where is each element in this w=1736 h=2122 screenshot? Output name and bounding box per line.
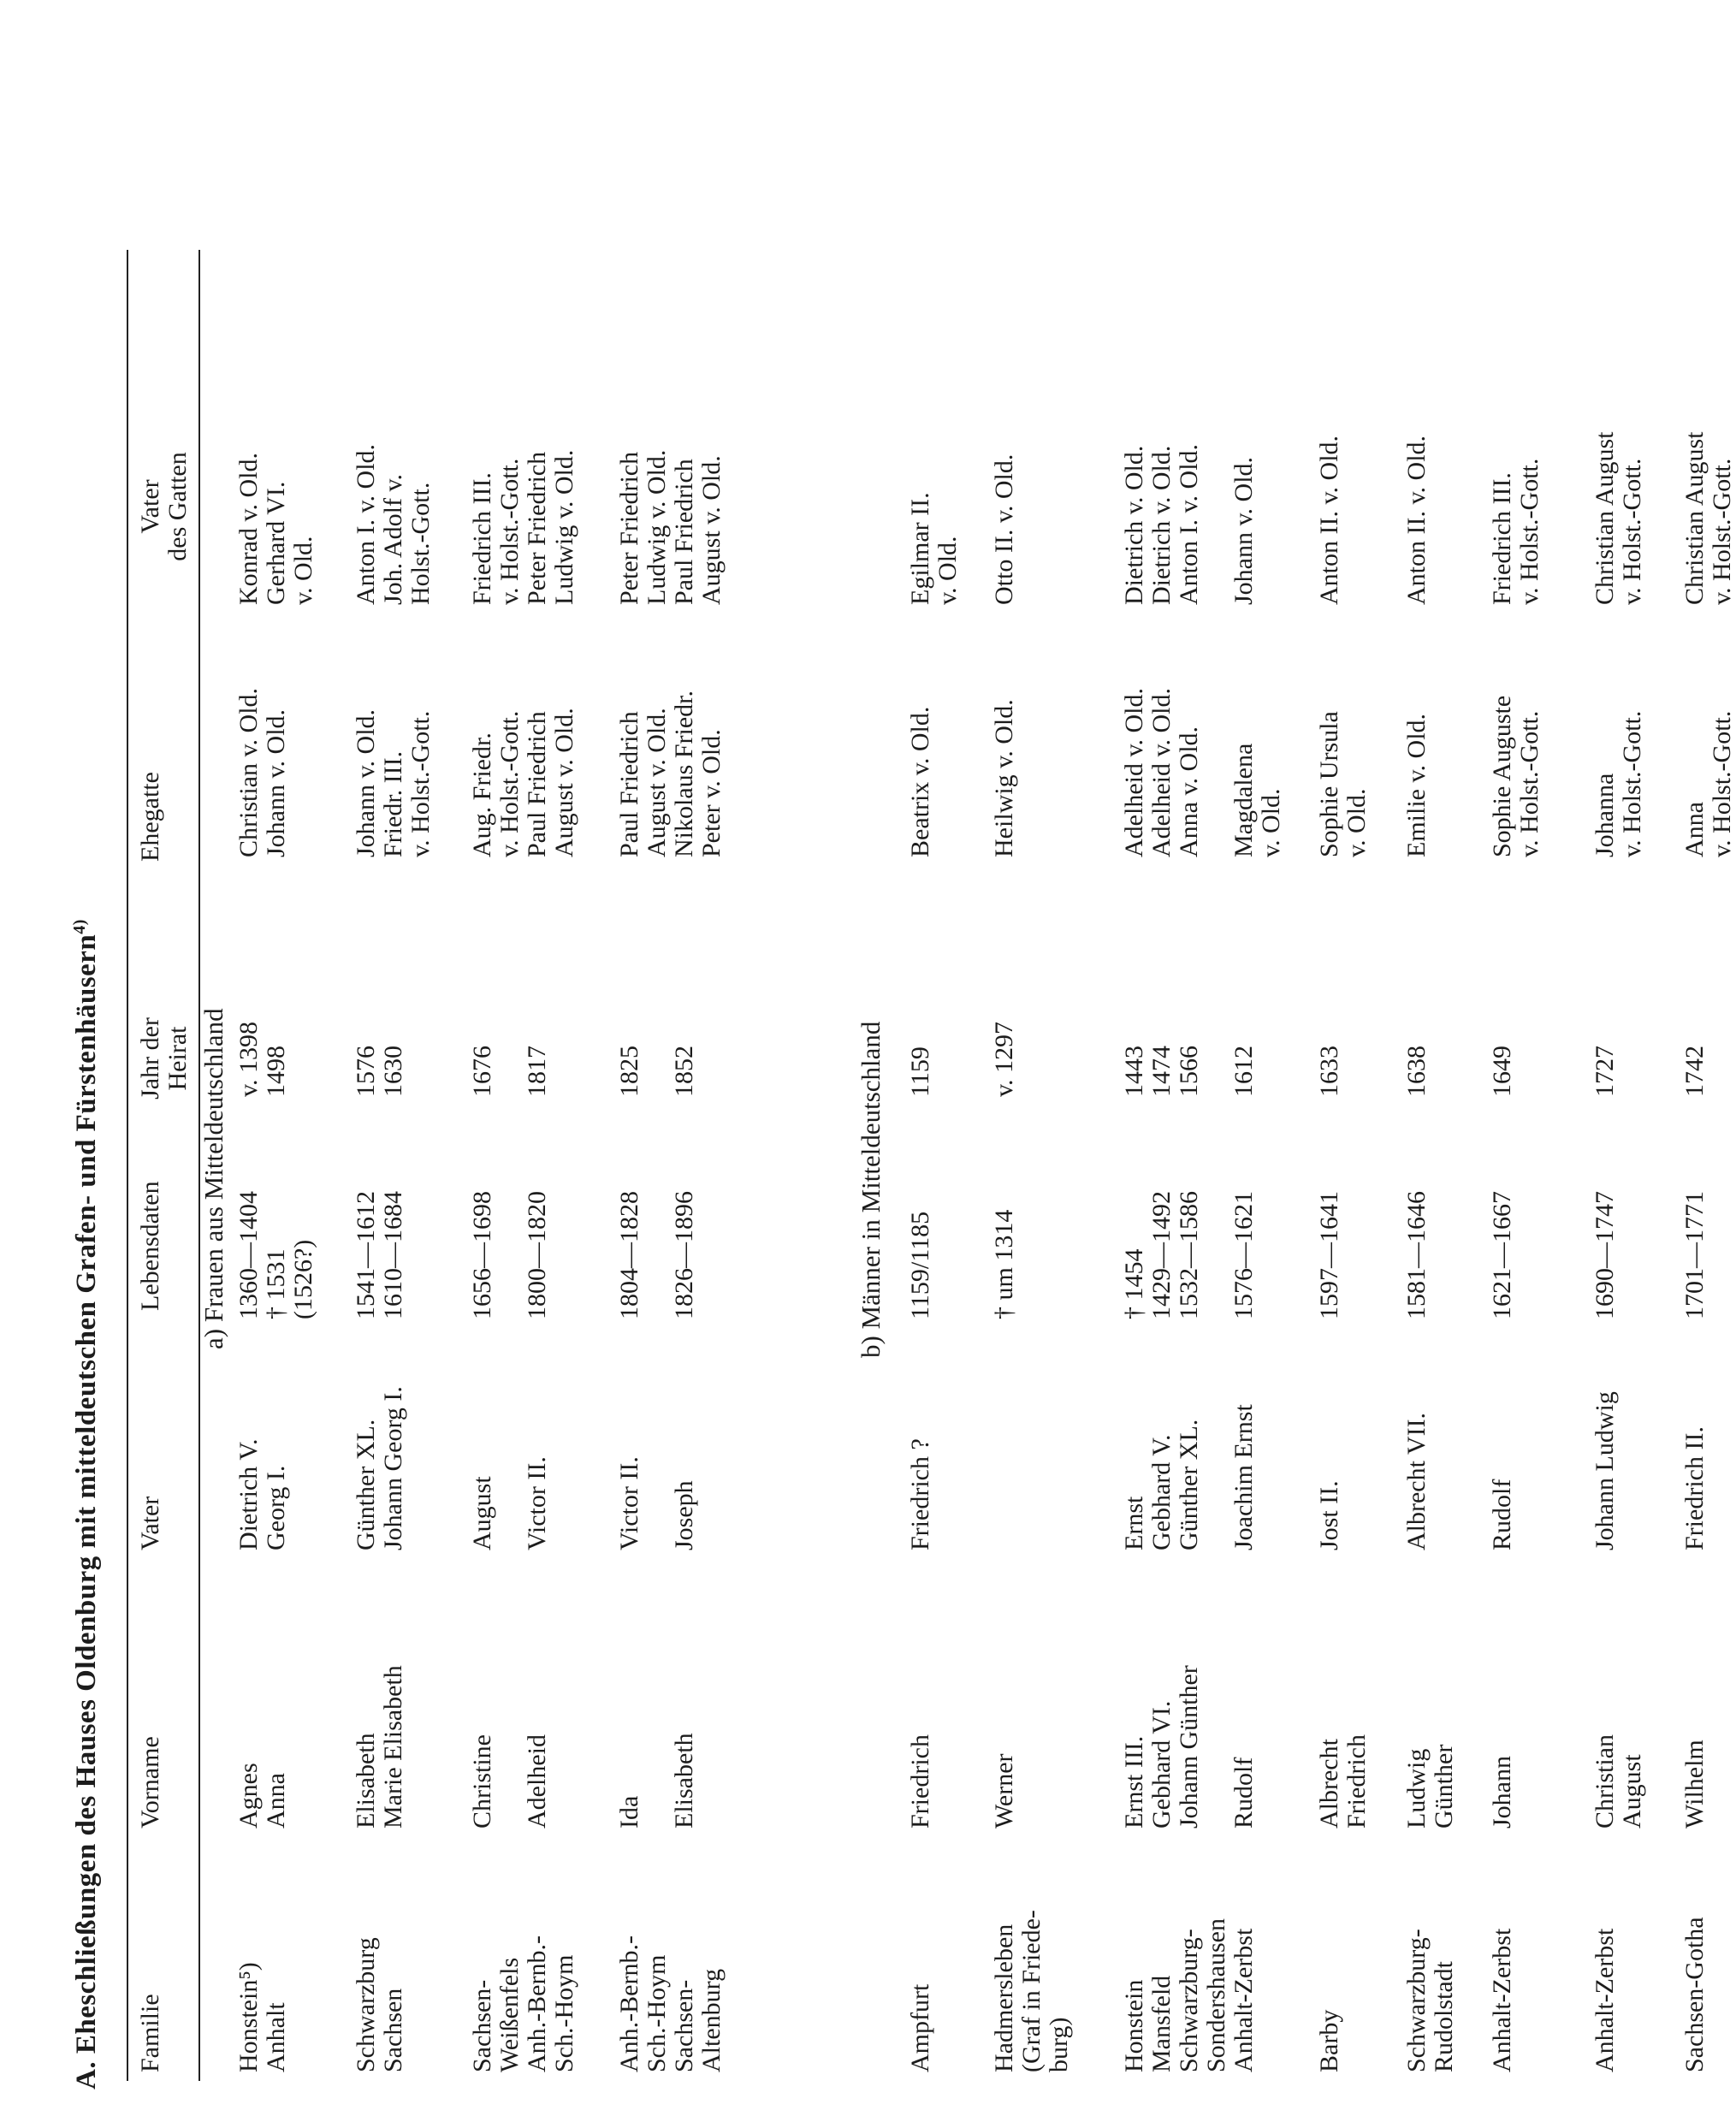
cell-heirat [991,1022,1018,1097]
cell-vater [616,1456,698,1550]
cell-line: Johann v. Old. [352,708,380,857]
cell-vater [1230,1404,1258,1550]
cell-line: v. Holst.-Gott. [1618,710,1646,857]
cell-heirat [1489,1046,1516,1097]
cell-line: Sch.-Hoym [643,1954,671,2072]
cell-vater [1681,1426,1709,1550]
cell-line: Dietrich v. Old. [1147,445,1176,605]
cell-heirat [616,1046,698,1097]
cell-line [643,1456,671,1550]
cell-line: Johann v. Old. [262,708,290,857]
cell-lebensdaten [1681,1191,1709,1319]
cell-line: 1804—1828 [615,1191,643,1319]
cell-heirat [1230,1046,1258,1097]
cell-line: 1825 [615,1046,643,1097]
cell-line: Dietrich V. [234,1438,263,1550]
cell-line: Ernst [1120,1496,1148,1550]
cell-vater-gatten [1681,431,1736,605]
cell-line: Christian August [1680,431,1709,605]
cell-line: Paul Friedrich [670,459,698,605]
cell-vorname [469,1734,551,1829]
cell-line: Anhalt-Zerbst [1229,1928,1258,2072]
cell-line: 1532—1586 [1175,1191,1203,1319]
cell-line: 1817 [523,1046,551,1097]
cell-familie [1403,1929,1458,2072]
cell-ehegatte [1403,714,1431,857]
cell-familie [1489,1929,1516,2072]
cell-familie [1681,1917,1709,2072]
cell-ehegatte [1316,711,1371,857]
cell-vater [1121,1420,1203,1550]
cell-vater-gatten [616,450,726,605]
cell-vater-gatten [1591,431,1646,605]
cell-line: August v. Old. [550,708,578,857]
cell-line: Ernst III. [1120,1735,1148,1829]
cell-ehegatte [907,707,934,857]
cell-line: † 1531 [262,1248,290,1319]
col-header-vater-gatten [137,421,192,592]
cell-line: 1443 [1120,1046,1148,1097]
cell-vater-gatten [907,492,962,605]
cell-vater [907,1438,934,1550]
cell-line: Barby [1315,2009,1343,2072]
cell-vater [1489,1479,1516,1550]
cell-line: Rudolstadt [1430,1960,1458,2072]
cell-lebensdaten [991,1210,1018,1319]
col-header-familie: Familie [136,1994,164,2072]
col-header-ehegatte: Ehegatte [136,772,164,862]
cell-line: Friedrich [1342,1734,1371,1829]
cell-lebensdaten [353,1191,407,1319]
cell-line: 1638 [1402,1046,1431,1097]
cell-vater-gatten [469,450,578,605]
cell-line: Anhalt [262,2002,290,2072]
cell-line: August [1618,1754,1646,1829]
cell-line: Friedr. III. [379,750,407,857]
cell-vater [469,1456,551,1550]
cell-vater [1403,1413,1431,1550]
cell-line: 1159 [906,1046,934,1097]
cell-line: Anna v. Old. [1175,726,1203,857]
cell-line: 1649 [1488,1046,1516,1097]
cell-vorname [1316,1734,1371,1829]
cell-line: Gebhard VI. [1147,1700,1176,1829]
cell-vorname [1681,1740,1709,1829]
cell-vater-gatten [235,453,317,605]
cell-line: Sachsen [379,1988,407,2072]
cell-line: Egilmar II. [906,492,934,605]
section-a-heading: a) Frauen aus Mitteldeutschland [198,1008,228,1349]
cell-line: Jost II. [1315,1480,1343,1550]
cell-lebensdaten [1316,1191,1343,1319]
cell-line: Christian v. Old. [234,687,263,857]
cell-line: 1676 [468,1046,496,1097]
cell-line: Honstein [1120,1979,1148,2072]
cell-familie [469,1935,578,2072]
col-header-heirat [137,990,192,1127]
cell-line: Günther XL. [352,1419,380,1550]
cell-vorname [1591,1734,1646,1829]
cell-line: Friedrich [906,1734,934,1829]
cell-familie [235,1962,290,2072]
cell-line: Rudolf [1229,1757,1258,1829]
cell-line: v. Holst.-Gott. [406,710,435,857]
cell-vater [353,1386,407,1550]
cell-line: 1826—1896 [670,1191,698,1319]
title-text: A. Eheschließungen des Hauses Oldenburg mit mitteldeutschen Grafen- und Fürstenhäusern [71,934,102,2089]
cell-vorname [991,1753,1018,1829]
cell-vorname [616,1733,698,1829]
cell-line: Georg I. [262,1465,290,1550]
cell-line: 1630 [379,1046,407,1097]
cell-lebensdaten [616,1191,698,1319]
cell-line: Heilwig v. Old. [990,699,1018,857]
cell-line [496,1734,524,1829]
cell-ehegatte [1230,744,1285,857]
cell-line: Christian August [1591,431,1619,605]
cell-line: 1621—1667 [1488,1191,1516,1319]
cell-line [643,1191,671,1319]
cell-line: v. Holst.-Gott. [1708,458,1736,605]
cell-heirat [1316,1046,1343,1097]
cell-line [643,1046,671,1097]
cell-line: Anhalt-Zerbst [1591,1928,1619,2072]
cell-line: Friedrich III. [1488,472,1516,605]
cell-line: v. 1398 [234,1021,263,1097]
cell-line: Sophie Auguste [1488,695,1516,857]
cell-line: v. Holst.-Gott. [495,710,524,857]
cell-line: Johann v. Old. [1229,456,1258,605]
cell-heirat [469,1046,551,1097]
cell-vater-gatten [1489,459,1543,605]
cell-line: Peter Friedrich [615,451,643,605]
cell-line: Adelheid v. Old. [1147,687,1176,857]
cell-line: 1727 [1591,1046,1619,1097]
cell-line: August v. Old. [697,455,726,605]
cell-line: Peter v. Old. [697,729,726,857]
title-footnote: 4) [70,919,89,934]
cell-line: Anna [262,1773,290,1829]
cell-line: Sondershausen [1202,1918,1230,2072]
cell-heirat [1403,1046,1431,1097]
cell-line: Agnes [234,1763,263,1829]
cell-heirat [907,1046,934,1097]
rotated-table [51,246,1736,2089]
cell-line: 1576 [352,1046,380,1097]
cell-vorname [1121,1665,1203,1829]
cell-line: v. Holst.-Gott. [1708,710,1736,857]
cell-line: Anhalt-Zerbst [1488,1928,1516,2072]
cell-line: Hadmersleben [990,1923,1018,2072]
cell-ehegatte [616,691,726,857]
cell-line: Friedrich ? [906,1438,934,1550]
cell-line: 1581—1646 [1402,1191,1431,1319]
cell-line: 1597—1641 [1315,1191,1343,1319]
cell-line: Anton I. v. Old. [352,443,380,605]
cell-line: v. Old. [933,536,962,605]
section-b-heading: b) Männer in Mitteldeutschland [856,1021,886,1358]
cell-line: Sophie Ursula [1315,711,1343,857]
cell-ehegatte [991,699,1018,857]
cell-line: Sachsen-Gotha [1680,1917,1709,2072]
cell-line: Johann [1488,1756,1516,1829]
cell-line: Dietrich v. Old. [1120,445,1148,605]
col-header-vater: Vater [136,1496,164,1550]
cell-line: Anh.-Bernb.- [615,1935,643,2072]
cell-vater [1591,1391,1619,1550]
cell-line: Sachsen- [670,1979,698,2072]
cell-line: Anna [1680,802,1709,857]
cell-line: Albrecht [1315,1739,1343,1829]
cell-vorname [353,1665,407,1829]
cell-line: 1159/1185 [906,1211,934,1319]
cell-vorname [1403,1745,1458,1829]
cell-line: Altenburg [697,1968,726,2072]
cell-heirat [1681,1046,1709,1097]
cell-line: 1429—1492 [1147,1191,1176,1319]
cell-vater-gatten [991,454,1018,605]
cell-line: Anh.-Bernb.- [523,1935,551,2072]
cell-familie [1591,1929,1619,2072]
cell-lebensdaten [1591,1191,1619,1319]
cell-line: 1474 [1147,1046,1176,1097]
cell-line: Victor II. [615,1456,643,1550]
cell-vater-gatten [1121,444,1203,605]
cell-line: Johann Günther [1175,1665,1203,1829]
cell-line: Gerhard VI. [262,481,290,605]
heirat-line-1: Jahr der [136,1017,164,1100]
cell-line: Friedrich III. [468,472,496,605]
cell-line [496,1191,524,1319]
cell-familie [1316,2010,1343,2072]
cell-line: Ida [615,1795,643,1829]
cell-familie [1121,1918,1230,2072]
cell-line: v. Holst.-Gott. [1618,458,1646,605]
cell-line: v. 1297 [990,1021,1018,1097]
cell-line: v. Old. [1342,788,1371,857]
cell-line: † 1454 [1120,1248,1148,1319]
cell-line: v. Holst.-Gott. [1515,458,1543,605]
cell-heirat [1591,1046,1619,1097]
cell-line: Joachim Ernst [1229,1404,1258,1550]
cell-line: August [468,1476,496,1550]
cell-line: Gebhard V. [1147,1434,1176,1550]
cell-line: Sch.-Hoym [550,1954,578,2072]
cell-line [643,1733,671,1829]
cell-line: 1498 [262,1046,290,1097]
cell-line: Friedrich II. [1680,1426,1709,1550]
cell-line [496,1046,524,1097]
cell-line: August v. Old. [643,708,671,857]
cell-line: Schwarzburg [352,1937,380,2072]
cell-line: 1656—1698 [468,1191,496,1319]
cell-line: 1701—1771 [1680,1191,1709,1319]
cell-familie [991,1910,1073,2072]
cell-line: Mansfeld [1147,1975,1176,2072]
header-top-rule [127,250,128,2081]
cell-vorname [907,1734,934,1829]
cell-vater-gatten [1230,457,1258,605]
cell-line: 1612 [1229,1046,1258,1097]
cell-ehegatte [1489,696,1543,857]
cell-vorname [1489,1756,1516,1829]
cell-line: 1541—1612 [352,1191,380,1319]
cell-line: Magdalena [1229,743,1258,857]
cell-line: Johanna [1591,773,1619,857]
cell-vater [235,1438,290,1550]
cell-line: 1633 [1315,1046,1343,1097]
cell-lebensdaten [1489,1191,1516,1319]
cell-vater-gatten [353,444,435,605]
cell-familie [907,1984,934,2072]
cell-line: Ampfurt [906,1983,934,2072]
cell-lebensdaten [235,1191,317,1319]
cell-line: † um 1314 [990,1209,1018,1319]
col-header-lebensdaten: Lebensdaten [136,1181,164,1311]
cell-line: Anton I. v. Old. [1175,443,1203,605]
cell-line: Konrad v. Old. [234,452,263,605]
vater-gatten-line-2: des Gatten [163,452,192,561]
cell-lebensdaten [1230,1191,1258,1319]
cell-line: Werner [990,1753,1018,1829]
cell-vater-gatten [1316,436,1343,605]
cell-line: Victor II. [523,1456,551,1550]
cell-line: Elisabeth [670,1733,698,1829]
cell-line: Beatrix v. Old. [906,706,934,857]
cell-line: Anton II. v. Old. [1315,435,1343,605]
cell-heirat [235,1022,290,1097]
cell-ehegatte [469,708,578,857]
cell-line: Johann Ludwig [1591,1391,1619,1550]
cell-line: Johann Georg I. [379,1386,407,1550]
cell-line: Honstein⁵) [234,1962,263,2072]
cell-line: v. Holst.-Gott. [1515,710,1543,857]
cell-lebensdaten [1121,1191,1203,1319]
col-header-vorname: Vorname [136,1736,164,1829]
cell-vater-gatten [1403,436,1431,605]
cell-line: Ludwig v. Old. [643,449,671,605]
cell-line: Otto II. v. Old. [990,453,1018,605]
cell-line: v. Old. [1257,788,1285,857]
cell-line: Ludwig [1402,1748,1431,1829]
cell-line: Schwarzburg- [1402,1929,1431,2072]
cell-line: Holst.-Gott. [406,482,435,605]
cell-line: (Graf in Friede- [1017,1910,1046,2072]
cell-line: v. Holst.-Gott. [495,458,524,605]
cell-line: Wilhelm [1680,1740,1709,1829]
cell-line: Albrecht VII. [1402,1412,1431,1550]
cell-line: Aug. Friedr. [468,732,496,857]
cell-line: 1800—1820 [523,1191,551,1319]
cell-ehegatte [235,688,290,857]
cell-line: Anton II. v. Old. [1402,435,1431,605]
cell-heirat [1121,1046,1203,1097]
cell-line [496,1456,524,1550]
cell-heirat [353,1046,407,1097]
heirat-line-2: Heirat [163,1026,192,1091]
cell-line: 1360—1404 [234,1191,263,1319]
cell-line: Adelheid [523,1734,551,1829]
cell-line: Nikolaus Friedr. [670,691,698,857]
table-title [70,246,103,2089]
cell-line: 1852 [670,1046,698,1097]
cell-line: Christine [468,1734,496,1829]
cell-line: Peter Friedrich [523,451,551,605]
cell-lebensdaten [469,1191,551,1319]
cell-line: 1690—1747 [1591,1191,1619,1319]
cell-line: v. Old. [289,536,317,605]
cell-line: Joh. Adolf v. [379,473,407,605]
cell-line: Weißenfels [495,1957,524,2072]
cell-lebensdaten [907,1212,934,1319]
cell-line: 1610—1684 [379,1191,407,1319]
cell-line: Emilie v. Old. [1402,713,1431,857]
cell-line: Günther XL. [1175,1419,1203,1550]
cell-ehegatte [353,709,435,857]
cell-ehegatte [1681,711,1736,857]
cell-line: Paul Friedrich [615,711,643,857]
cell-line: Joseph [670,1480,698,1550]
cell-line: Rudolf [1488,1479,1516,1550]
vater-gatten-line-1: Vater [136,479,164,534]
cell-line: 1576—1621 [1229,1191,1258,1319]
cell-vorname [1230,1757,1258,1829]
cell-line: (1526?) [289,1239,317,1319]
cell-line: Günther [1430,1744,1458,1829]
cell-line: Schwarzburg- [1175,1929,1203,2072]
cell-line: Christian [1591,1734,1619,1829]
cell-familie [1230,1929,1258,2072]
cell-line: Paul Friedrich [523,711,551,857]
cell-line: 1742 [1680,1046,1709,1097]
cell-familie [353,1937,407,2072]
cell-line: Elisabeth [352,1733,380,1829]
cell-vorname [235,1763,290,1829]
cell-line: Adelheid v. Old. [1120,687,1148,857]
cell-line: Marie Elisabeth [379,1665,407,1829]
cell-ehegatte [1591,711,1646,857]
cell-line: 1566 [1175,1046,1203,1097]
cell-line: burg) [1045,2017,1073,2072]
cell-line: Ludwig v. Old. [550,449,578,605]
cell-familie [616,1935,726,2072]
cell-line: Sachsen- [468,1979,496,2072]
cell-vater [1316,1480,1343,1550]
cell-lebensdaten [1403,1191,1431,1319]
cell-ehegatte [1121,688,1203,857]
